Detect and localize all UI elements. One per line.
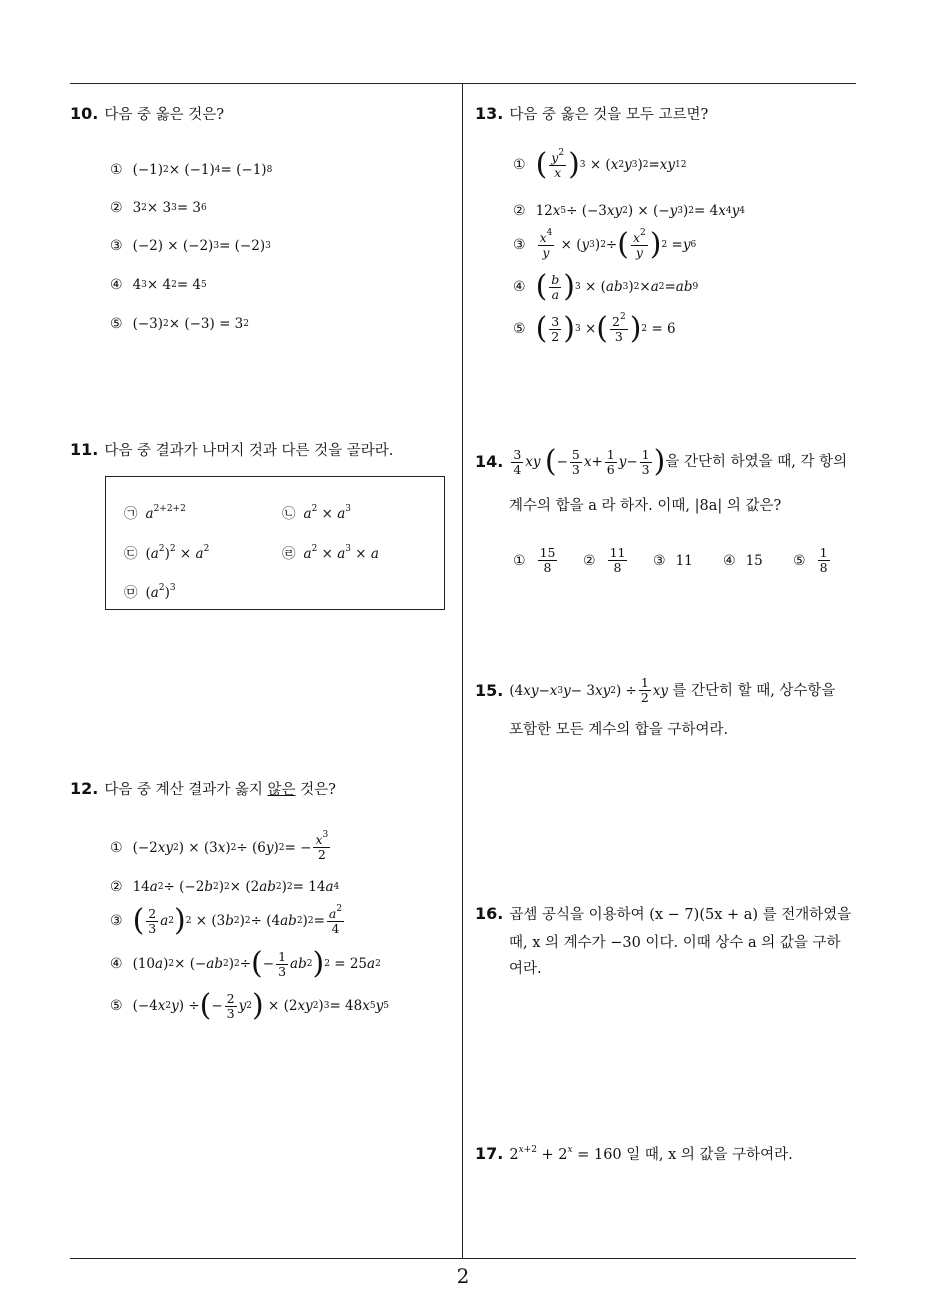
q13-option-4[interactable]: ④ ( b a ) 3 × ( ab 3 ) 2 × a 2 = ab 9: [513, 269, 699, 304]
question-number: 15.: [475, 680, 504, 700]
q14-text-line2: 계수의 합을 a 라 하자. 이때, |8a| 의 값은?: [509, 498, 782, 514]
q15-expression: (4 xy − x 3 y − 3 xy 2 ) ÷ 1 2 xy: [509, 675, 669, 705]
question-number: 10.: [70, 104, 99, 123]
q13-option-1[interactable]: ① ( $y^2$ x ) 3 × ( x 2 y 3 ) 2 = xy 12: [513, 147, 687, 182]
question-number: 13.: [475, 104, 504, 123]
question-number: 14.: [475, 452, 504, 471]
q14-option-5[interactable]: ⑤ 1 8: [793, 545, 828, 575]
q16-text-line2: 때, x 의 계수가 −30 이다. 이때 상수 a 의 값을 구하: [509, 935, 841, 951]
q12-option-2[interactable]: ② 14 a 2 ÷ (−2 b 2 ) 2 × (2 ab 2 ) 2 = 14 a 4: [110, 879, 340, 895]
column-divider: [462, 83, 463, 1259]
question-17: [475, 1141, 793, 1168]
q10-option-1[interactable]: ① (−1) 2 × (−1) 4 = (−1) 8: [110, 162, 273, 178]
question-number: 12.: [70, 779, 99, 798]
q13-option-2[interactable]: ② 12 x 5 ÷ (−3 xy 2 ) × (− y 3 ) 2 = 4 x 4 y 4: [513, 203, 745, 219]
q15-text-line2: 포함한 모든 계수의 합을 구하여라.: [509, 722, 729, 738]
q14-option-4[interactable]: ④ 15: [723, 553, 763, 569]
q12-option-4[interactable]: ④ (10 a ) 2 × (− ab 2 ) 2 ÷ ( − 1 3 ab 2 ) 2 = 25 a 2: [110, 946, 381, 981]
question-10: [70, 101, 224, 128]
q13-option-5[interactable]: ⑤ ( 3 2 ) 3 × ( $2^2$ 3 ) 2 = 6: [513, 311, 676, 346]
q10-option-2[interactable]: ② 3 2 × 3 3 = 3 6: [110, 200, 207, 216]
q12-option-3[interactable]: ③ ( 2 3 a 2 ) 2 × (3 b 2 ) 2 ÷ (4 ab 2 ) 2 = $a^2$ 4: [110, 903, 343, 938]
question-number: 16.: [475, 904, 504, 923]
q14-expression: 3 4 xy ( − 5 3 x + 1 6 y − 1 3 ): [513, 444, 666, 479]
q11-item-1[interactable]: ㉠ $a^{2+2+2}$: [124, 504, 186, 522]
question-text: 다음 중 옳은 것을 모두 고르면?: [509, 107, 709, 123]
question-number: 11.: [70, 440, 99, 459]
q11-choice-box: [105, 476, 445, 610]
q11-item-4[interactable]: ㉣ $a^2 \times a^3 \times a$: [282, 544, 379, 562]
q13-option-3[interactable]: ③ $x^4$ y × ( y 3 ) 2 ÷ ( $x^2$ y ) 2 = y 6: [513, 227, 697, 262]
page-number: 2: [456, 1264, 470, 1288]
question-number: 17.: [475, 1144, 504, 1163]
q16-text-line3: 여라.: [509, 961, 542, 977]
question-text: 다음 중 결과가 나머지 것과 다른 것을 골라라.: [104, 443, 394, 459]
bottom-rule: [70, 1258, 856, 1259]
question-14: [475, 444, 848, 479]
question-text: 곱셈 공식을 이용하여 (x − 7)(5x + a) 를 전개하였을: [509, 907, 852, 923]
q12-option-5[interactable]: ⑤ (−4 x 2 y ) ÷ ( − 2 3 y 2 ) × (2 xy 2 ) 3 = 48 x 5 y 5: [110, 988, 389, 1023]
q10-option-4[interactable]: ④ 4 3 × 4 2 = 4 5: [110, 277, 207, 293]
q10-option-5[interactable]: ⑤ (−3) 2 × (−3) = 3 2: [110, 316, 249, 332]
q17-expression: $2^{x+2} + 2^x = 160$: [509, 1145, 627, 1163]
question-12: 12. 다음 중 계산 결과가 옳지 않은 것은?: [70, 779, 336, 798]
q10-option-3[interactable]: ③ (−2) × (−2) 3 = (−2) 3: [110, 238, 271, 254]
q14-option-2[interactable]: ② 11 8: [583, 545, 626, 575]
question-text: 를 간단히 할 때, 상수항을: [672, 682, 836, 699]
q11-item-3[interactable]: ㉢ $(a^2)^2 \times a^2$: [124, 544, 210, 562]
question-15: [475, 676, 835, 705]
question-11: [70, 437, 393, 464]
top-rule: [70, 83, 856, 84]
q12-option-1[interactable]: ① (−2 xy 2 ) × (3 x ) 2 ÷ (6 y ) 2 = − $x^3$ 2: [110, 830, 329, 862]
q14-option-1[interactable]: ① 15 8: [513, 545, 556, 575]
question-13: [475, 101, 708, 128]
q14-option-3[interactable]: ③ 11: [653, 553, 693, 569]
q11-item-2[interactable]: ㉡ $a^2 \times a^3$: [282, 504, 351, 522]
question-16: [475, 901, 851, 928]
question-text: 다음 중 옳은 것은?: [104, 107, 224, 123]
q11-item-5[interactable]: ㉤ $(a^2)^3$: [124, 583, 176, 601]
question-text: 일 때, x 의 값을 구하여라.: [626, 1147, 793, 1163]
question-text: 을 간단히 하였을 때, 각 항의: [665, 454, 848, 470]
